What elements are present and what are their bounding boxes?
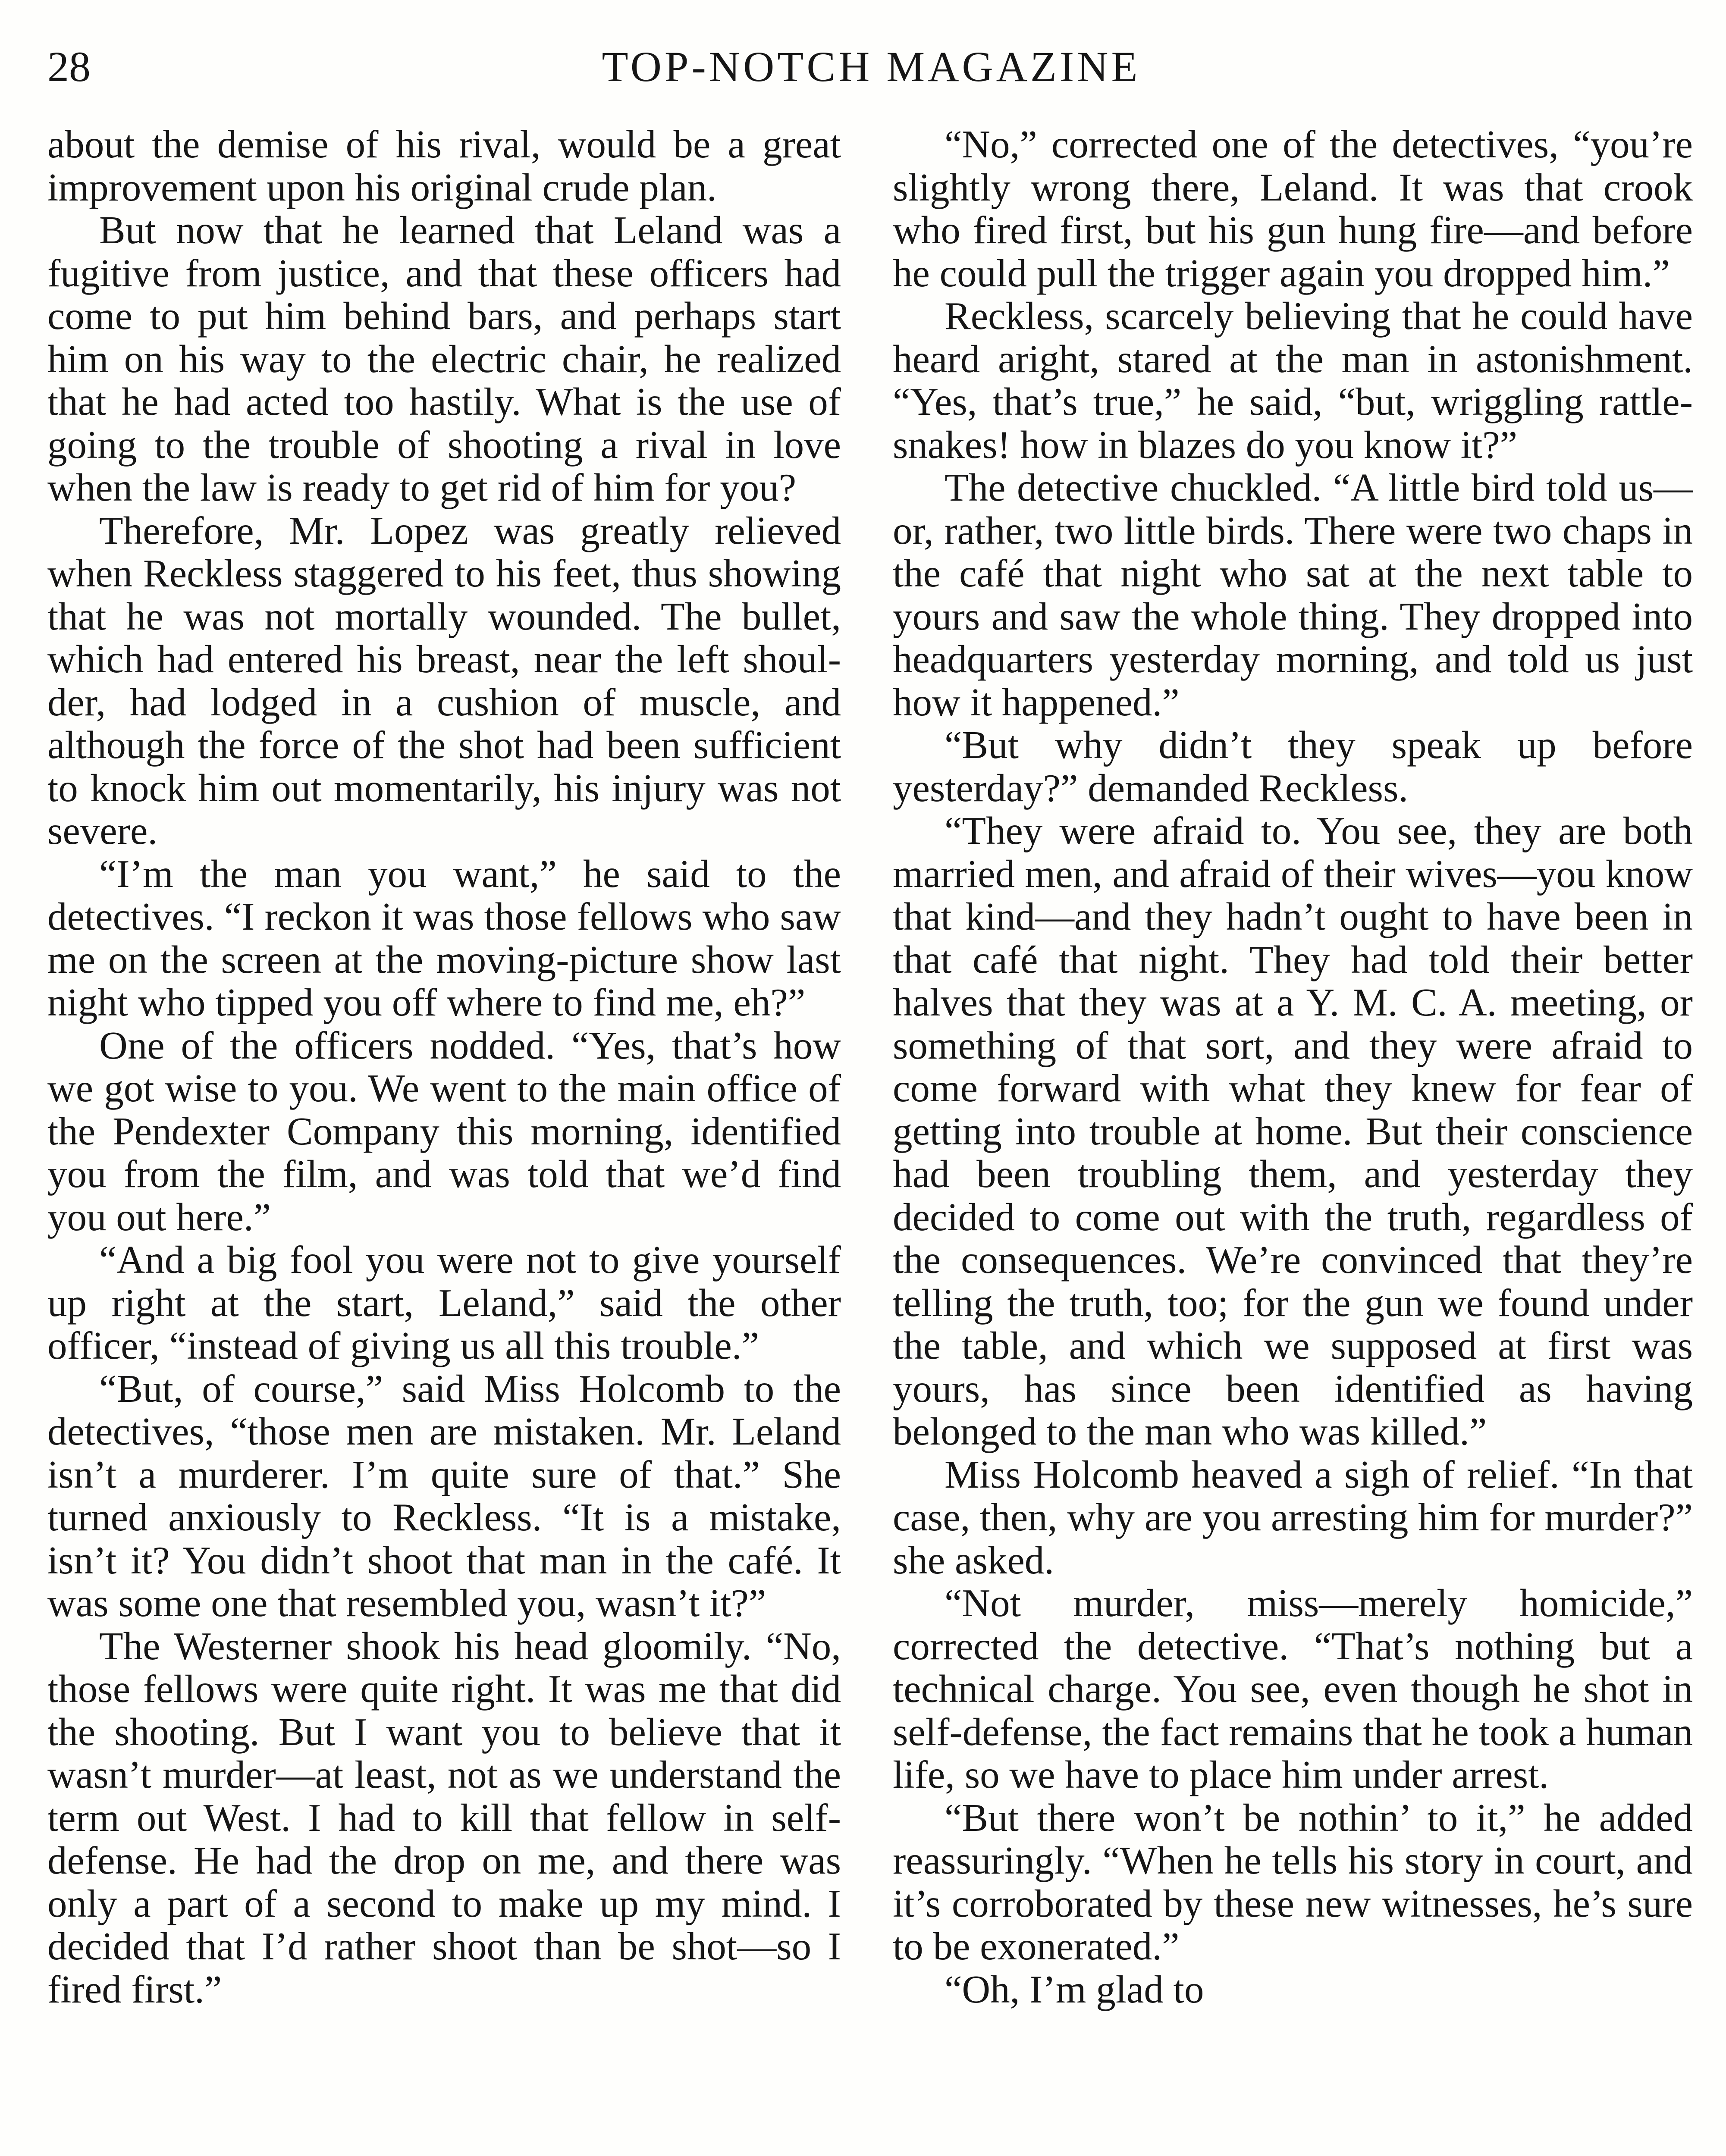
page-header bbox=[47, 37, 1695, 97]
paragraph: The Westerner shook his head gloomily. “No, those fellows were quite right. It was me that did the shooting. But I want you to believe that it wasn’t murder—at least, not as we understand the term out West. I had to kill that fellow in self-defense. He had the drop on me, and there was only a part of a second to make up my mind. I decided that I’d rather shoot than be shot—so I fired first.” bbox=[47, 1624, 841, 2011]
paragraph: “Oh, I’m glad to bbox=[945, 1967, 1204, 2011]
paragraph: “Not murder, miss—merely homicide,” corrected the detective. “That’s nothing but a technical charge. You see, even though he shot in self-defense, the fact remains that he took a human life, so we have to place him under arrest. bbox=[893, 1581, 1693, 1796]
paragraph: The detective chuckled. “A little bird told us—or, rather, two little birds. There were two chaps in the café that night who sat at the next table to yours and saw the whole thing. They dropped into headquarters yesterday morning, and told us just how it happened.” bbox=[893, 466, 1693, 724]
paragraph: Reckless, scarcely believing that he could have heard aright, stared at the man in astonishment. “Yes, that’s true,” he said, “but, wriggling rattlesnakes! how in blazes do you know it?” bbox=[893, 294, 1693, 467]
paragraph: “And a big fool you were not to give yourself up right at the start, Leland,” said the other officer, “instead of giving us all this trouble.” bbox=[47, 1238, 841, 1367]
left-column bbox=[47, 123, 841, 2011]
page-number: 28 bbox=[47, 43, 91, 91]
paragraph: Miss Holcomb heaved a sigh of relief. “In that case, then, why are you arresting him for murder?” she asked. bbox=[893, 1452, 1693, 1582]
paragraph: But now that he learned that Leland was a fugitive from justice, and that these officers had come to put him behind bars, and perhaps start him on his way to the electric chair, he realized that he had acted too hastily. What is the use of going to the trouble of shooting a rival in love when the law is ready to get rid of him for you? bbox=[47, 208, 841, 509]
paragraph: “No,” corrected one of the detectives, “you’re slightly wrong there, Leland. It was that crook who fired first, but his gun hung fire—and before he could pull the trigger again you dropped him.” bbox=[893, 122, 1693, 295]
paragraph: “But, of course,” said Miss Holcomb to the detectives, “those men are mistaken. Mr. Leland isn’t a murderer. I’m quite sure of that.” She turned anxiously to Reckless. “It is a mistake, isn’t it? You didn’t shoot that man in the café. It was some one that resembled you, wasn’t it?” bbox=[47, 1366, 841, 1625]
paragraph: about the demise of his rival, would be a great improvement upon his original crude plan. bbox=[47, 122, 841, 209]
paragraph: “They were afraid to. You see, they are both married men, and afraid of their wives—you know that kind—and they hadn’t ought to have been in that café that night. They had told their better halves that they was at a Y. M. C. A. meeting, or something of that sort, and they were afraid to come forward with what they knew for fear of getting into trouble at home. But their conscience had been troubling them, and yesterday they decided to come out with the truth, regardless of the consequences. We’re convinced that they’re telling the truth, too; for the gun we found under the table, and which we supposed at first was yours, has since been identified as having belonged to the man who was killed.” bbox=[893, 809, 1693, 1453]
right-column bbox=[893, 123, 1693, 2011]
paragraph: “But there won’t be nothin’ to it,” he added reassuringly. “When he tells his story in court, and it’s corroborated by these new witnesses, he’s sure to be exonerated.” bbox=[893, 1796, 1693, 1968]
paragraph: Therefore, Mr. Lopez was greatly relieved when Reckless staggered to his feet, thus showing that he was not mortally wounded. The bullet, which had entered his breast, near the left shoulder, had lodged in a cushion of muscle, and although the force of the shot had been sufficient to knock him out momentarily, his injury was not severe. bbox=[47, 508, 841, 852]
paragraph: One of the officers nodded. “Yes, that’s how we got wise to you. We went to the main office of the Pendexter Company this morning, identified you from the film, and was told that we’d find you out here.” bbox=[47, 1023, 841, 1239]
running-title: TOP-NOTCH MAGAZINE bbox=[602, 43, 1141, 91]
paragraph: “But why didn’t they speak up before yesterday?” demanded Reckless. bbox=[893, 723, 1693, 810]
paragraph: “I’m the man you want,” he said to the detectives. “I reckon it was those fellows who saw me on the screen at the moving-picture show last night who tipped you off where to find me, eh?” bbox=[47, 852, 841, 1024]
